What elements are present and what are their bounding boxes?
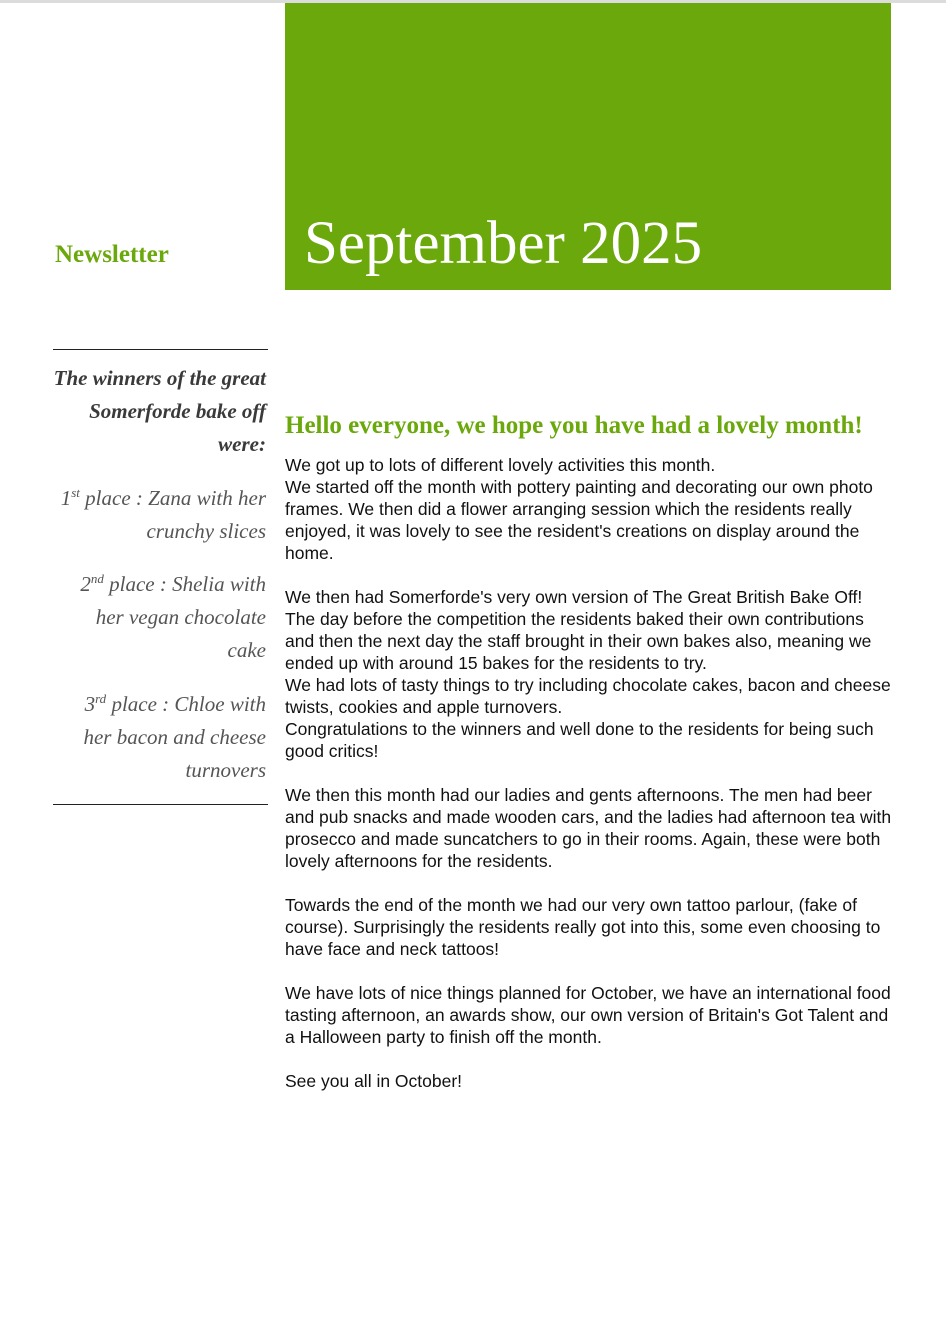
sign-off-paragraph <box>285 1070 893 1092</box>
text-line: We then had Somerforde's very own version of The Great British Bake Off! <box>285 587 863 607</box>
tattoo-paragraph <box>285 894 893 960</box>
main-content <box>285 407 893 1114</box>
text-line: We then this month had our ladies and gents afternoons. The men had beer and pub snacks and made wooden cars, and the ladies had afternoon tea with prosecco and made suncatchers to go in their rooms. Again, these were both lovely afternoons for the residents. <box>285 785 892 871</box>
banner-title: September 2025 <box>304 210 703 277</box>
winner-third-place <box>53 688 266 787</box>
text-line: We started off the month with pottery painting and decorating our own photo frames. We then did a flower arranging session which the residents really enjoyed, it was lovely to see the resident's creations on display around the home. <box>285 477 873 563</box>
newsletter-label: Newsletter <box>55 241 169 268</box>
text-line: Congratulations to the winners and well done to the residents for being such good critics! <box>285 719 874 761</box>
winner-text: place : Zana with her crunchy slices <box>79 486 266 543</box>
october-plans-paragraph <box>285 982 893 1048</box>
winners-heading: The winners of the great Somerforde bake off were: <box>53 366 266 456</box>
text-line: Towards the end of the month we had our very own tattoo parlour, (fake of course). Surprisingly the residents really got into this, some even choosing to have face and neck tattoos! <box>285 895 881 959</box>
winner-rank-suffix: nd <box>90 571 104 586</box>
text-line: We got up to lots of different lovely activities this month. <box>285 455 716 475</box>
winner-text: place : Chloe with her bacon and cheese turnovers <box>83 692 266 782</box>
afternoons-paragraph <box>285 784 893 872</box>
winner-first-place <box>53 482 266 548</box>
winner-rank-suffix: st <box>71 485 80 500</box>
text-line: See you all in October! <box>285 1071 463 1091</box>
winner-rank-suffix: rd <box>95 691 107 706</box>
winner-rank: 2 <box>80 572 91 596</box>
bake-off-paragraph <box>285 586 893 762</box>
winner-second-place <box>53 568 266 667</box>
activities-paragraph <box>285 454 893 564</box>
winner-text: place : Shelia with her vegan chocolate cake <box>95 572 266 662</box>
text-line: The day before the competition the residents baked their own contributions and then the next day the staff brought in their own bakes also, meaning we ended up with around 15 bakes for the residents to try. <box>285 609 872 673</box>
header-banner <box>285 3 891 290</box>
text-line: We have lots of nice things planned for October, we have an international food tasting afternoon, an awards show, our own version of Britain's Got Talent and a Halloween party to finish off the month. <box>285 983 891 1047</box>
winners-sidebar <box>53 349 268 805</box>
winner-rank: 1 <box>60 486 72 510</box>
text-line: We had lots of tasty things to try including chocolate cakes, bacon and cheese twists, cookies and apple turnovers. <box>285 675 891 717</box>
greeting-heading: Hello everyone, we hope you have had a lovely month! <box>285 412 863 439</box>
winner-rank: 3 <box>84 692 96 716</box>
